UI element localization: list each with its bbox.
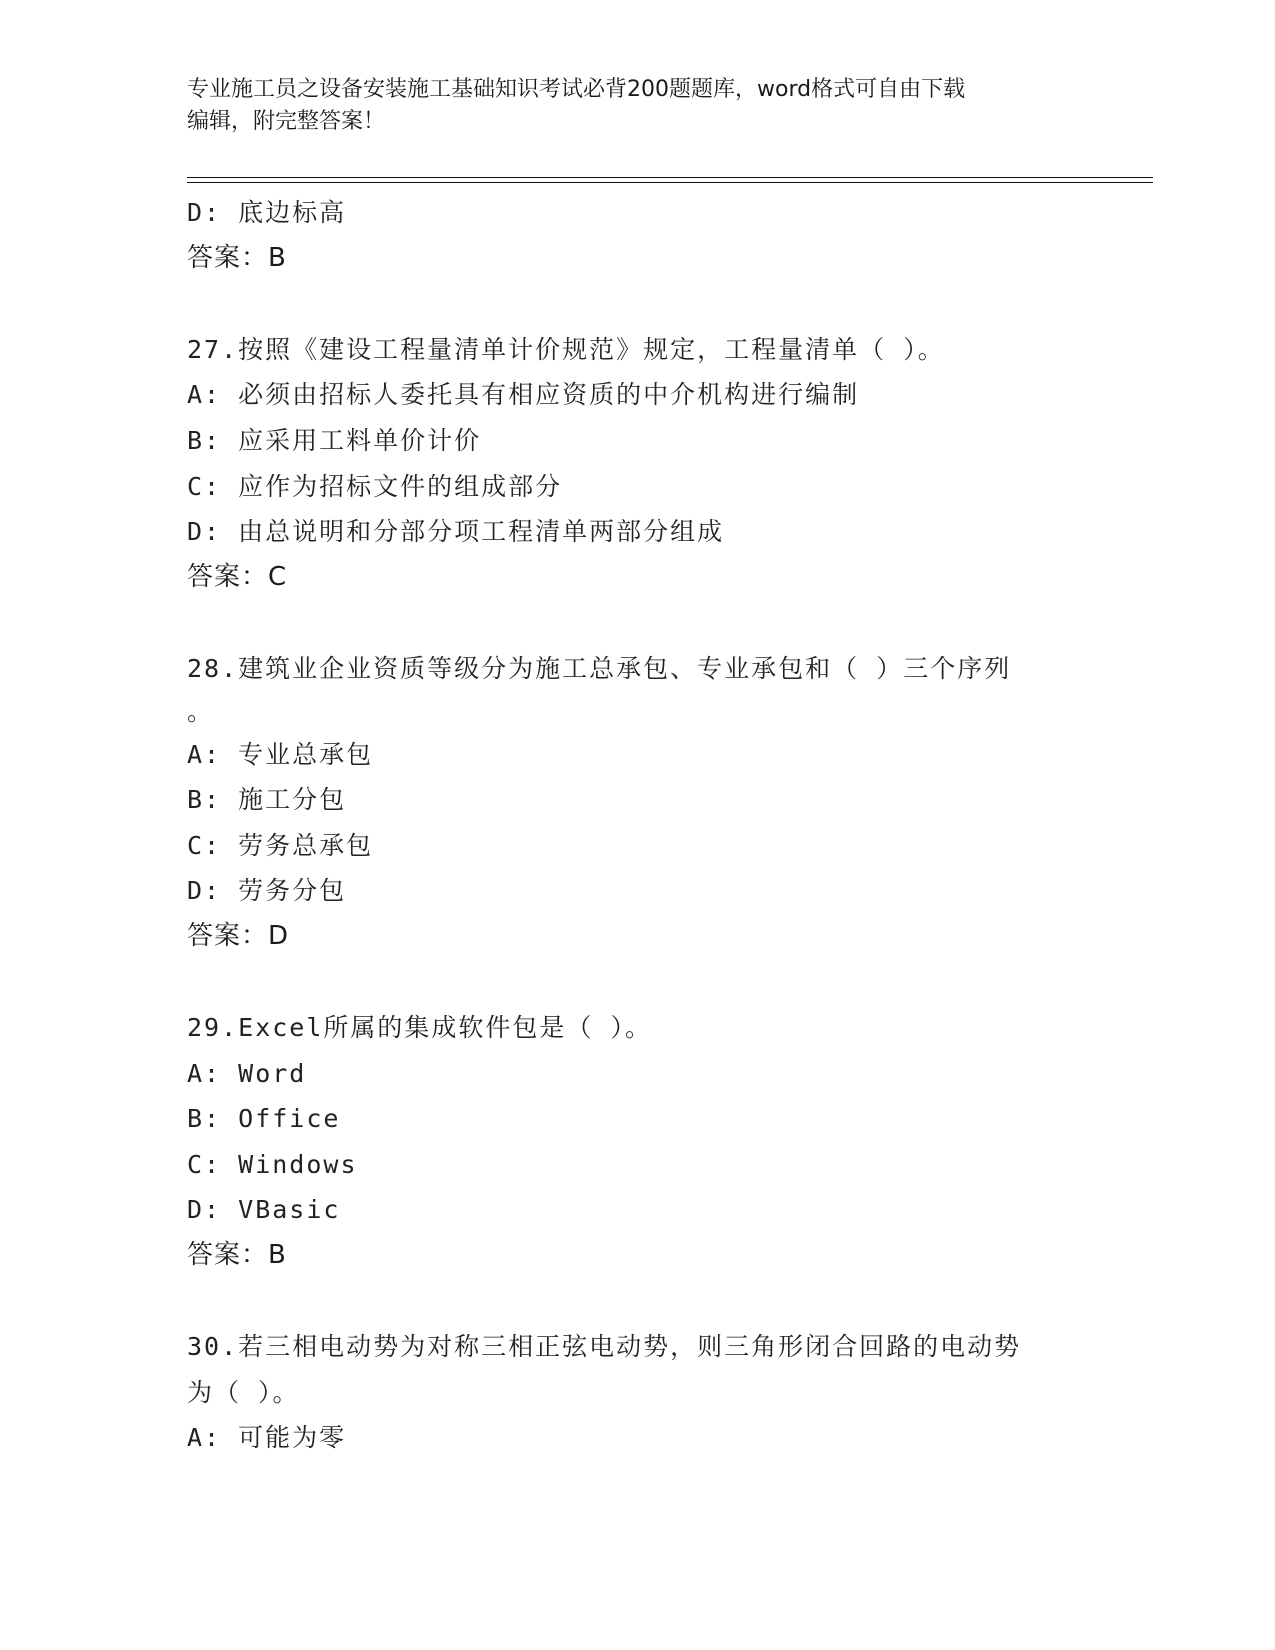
spacer xyxy=(187,1279,1087,1325)
header-divider-top xyxy=(187,177,1153,178)
question-stem-continuation: 。 xyxy=(187,696,215,726)
option-c: C: 应作为招标文件的组成部分 xyxy=(187,471,563,501)
question-27 xyxy=(187,327,1087,601)
option-d: D: 劳务分包 xyxy=(187,876,347,906)
question-28 xyxy=(187,646,1087,960)
answer-line: 答案：D xyxy=(187,920,290,951)
question-stem: 30.若三相电动势为对称三相正弦电动势，则三角形闭合回路的电动势 xyxy=(187,1332,1022,1362)
option-d: D: 由总说明和分部分项工程清单两部分组成 xyxy=(187,517,725,547)
answer-line: 答案：C xyxy=(187,561,288,592)
option-d: D: 底边标高 xyxy=(187,198,347,227)
option-b: B: Office xyxy=(187,1104,341,1134)
option-b: B: 施工分包 xyxy=(187,785,347,815)
question-30 xyxy=(187,1324,1087,1461)
question-29 xyxy=(187,1005,1087,1279)
question-list xyxy=(187,190,1087,1461)
header-line-2: 编辑，附完整答案！ xyxy=(187,109,386,134)
option-a: A: Word xyxy=(187,1058,307,1088)
question-stem: 29.Excel所属的集成软件包是（ ）。 xyxy=(187,1013,652,1043)
option-c: C: 劳务总承包 xyxy=(187,830,374,860)
option-a: A: 专业总承包 xyxy=(187,739,374,769)
question-stem-continuation: 为（ ）。 xyxy=(187,1377,300,1407)
document-header xyxy=(187,74,1087,138)
question-stem: 27.按照《建设工程量清单计价规范》规定，工程量清单（ ）。 xyxy=(187,334,945,364)
header-line-1: 专业施工员之设备安装施工基础知识考试必背200题题库，word格式可自由下载 xyxy=(187,77,966,102)
option-a: A: 可能为零 xyxy=(187,1423,347,1453)
question-stem: 28.建筑业企业资质等级分为施工总承包、专业承包和（ ）三个序列 xyxy=(187,653,1012,683)
spacer xyxy=(187,281,1087,327)
option-b: B: 应采用工料单价计价 xyxy=(187,425,482,455)
spacer xyxy=(187,600,1087,646)
option-c: C: Windows xyxy=(187,1149,358,1179)
header-divider-bottom xyxy=(187,182,1153,183)
spacer xyxy=(187,960,1087,1006)
answer-line: 答案：B xyxy=(187,242,287,273)
option-d: D: VBasic xyxy=(187,1195,341,1225)
answer-line: 答案：B xyxy=(187,1240,287,1271)
option-a: A: 必须由招标人委托具有相应资质的中介机构进行编制 xyxy=(187,380,860,410)
